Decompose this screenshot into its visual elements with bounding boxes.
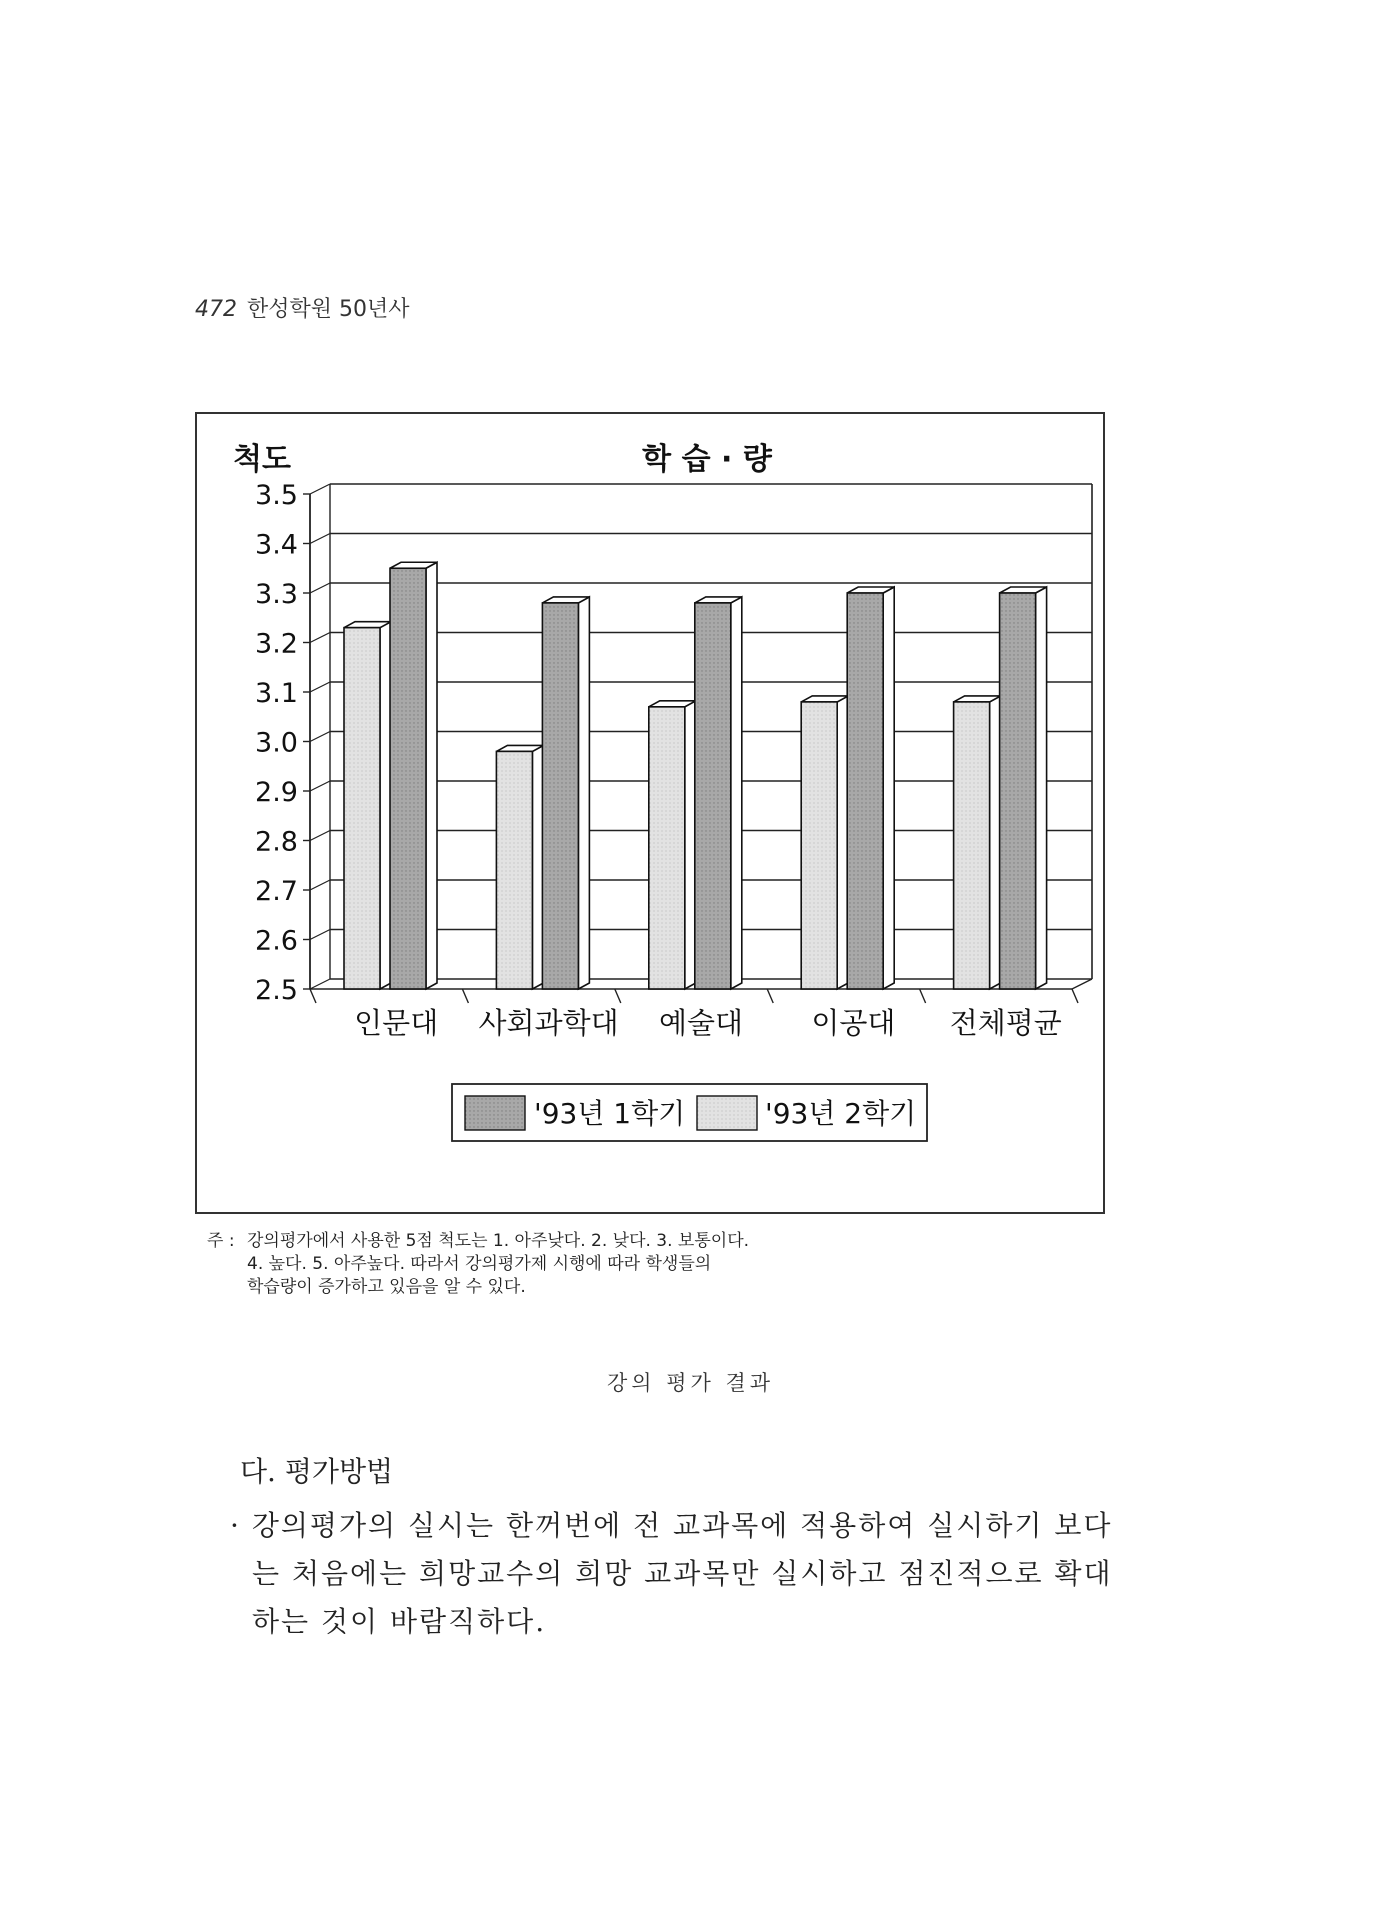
y-tick-label: 2.8: [255, 826, 298, 858]
note-line-1: 강의평가에서 사용한 5점 척도는 1. 아주낮다. 2. 낮다. 3. 보통이다.: [247, 1231, 750, 1251]
paragraph-text-1: 강의평가의 실시는 한꺼번에 전 교과목에 적용하여 실시하기 보다: [251, 1509, 1113, 1542]
legend-label-2: '93년 2학기: [765, 1097, 917, 1130]
page-number: 472: [195, 297, 237, 322]
bar-series2-2: [695, 597, 742, 989]
figure-caption: 강의 평가 결과: [606, 1371, 775, 1395]
paragraph-line-1: [230, 1502, 1113, 1550]
x-category-tick: [462, 989, 468, 1003]
bar-chart: [197, 414, 1103, 1212]
y-axis-label: 척도: [233, 442, 291, 477]
bar-series1-2: [649, 701, 696, 989]
x-category-tick: [615, 989, 621, 1003]
x-category-tick: [310, 989, 316, 1003]
grid-depth-line: [310, 534, 330, 544]
bar-front: [801, 702, 837, 989]
note-line-3: 학습량이 증가하고 있음을 알 수 있다.: [247, 1277, 526, 1297]
x-tick-label: 예술대: [658, 1006, 744, 1040]
x-category-tick: [767, 989, 773, 1003]
bar-front: [1000, 593, 1036, 989]
y-tick-label: 3.5: [255, 480, 298, 511]
bar-series1-3: [801, 696, 848, 989]
grid-depth-line: [310, 583, 330, 593]
paragraph-line-2: 는 처음에는 희망교수의 희망 교과목만 실시하고 점진적으로 확대: [252, 1557, 1113, 1590]
bar-front: [649, 707, 685, 989]
grid-depth-line: [310, 682, 330, 692]
book-title: 한성학원 50년사: [247, 297, 410, 322]
x-category-tick: [920, 989, 926, 1003]
x-tick-label: 인문대: [354, 1006, 439, 1040]
y-tick-label: 3.0: [255, 727, 298, 759]
bar-front: [496, 751, 532, 989]
legend-swatch-2: [697, 1096, 757, 1130]
chart-box: [195, 412, 1105, 1214]
bar-series2-0: [390, 562, 437, 989]
paragraph-line-3: 하는 것이 바람직하다.: [252, 1605, 547, 1638]
bar-series2-1: [542, 597, 589, 989]
legend-swatch-1: [465, 1096, 525, 1130]
bar-side: [1036, 587, 1047, 989]
grid-depth-line: [310, 930, 330, 940]
floor-right-edge: [1072, 979, 1092, 989]
x-tick-label: 이공대: [811, 1006, 896, 1040]
legend-label-1: '93년 1학기: [534, 1097, 686, 1130]
bar-series1-0: [344, 622, 391, 989]
bar-front: [695, 603, 731, 989]
section-heading: 다. 평가방법: [240, 1455, 394, 1488]
page-header: [195, 292, 410, 323]
bullet-paragraph: [230, 1502, 1113, 1646]
y-tick-label: 2.5: [255, 975, 298, 1006]
grid-depth-line: [310, 880, 330, 890]
grid-depth-line: [310, 633, 330, 643]
bar-front: [542, 603, 578, 989]
grid-depth-line: [310, 979, 330, 989]
y-tick-label: 3.3: [255, 579, 298, 610]
x-tick-label: 사회과학대: [478, 1006, 619, 1040]
grid-depth-line: [310, 732, 330, 742]
grid-depth-line: [310, 831, 330, 841]
x-tick-label: 전체평균: [949, 1006, 1062, 1040]
y-tick-label: 3.4: [255, 529, 298, 561]
bar-front: [390, 568, 426, 989]
bar-series1-1: [496, 745, 543, 989]
note-line-2: 4. 높다. 5. 아주높다. 따라서 강의평가제 시행에 따라 학생들의: [247, 1254, 712, 1274]
bar-side: [426, 562, 437, 989]
y-tick-label: 3.1: [255, 678, 298, 709]
bar-series1-4: [954, 696, 1001, 989]
y-tick-label: 2.7: [255, 876, 298, 907]
bar-front: [847, 593, 883, 989]
section: [240, 1450, 393, 1504]
bar-side: [731, 597, 742, 989]
chart-title: 학 습 · 량: [642, 442, 772, 477]
bar-series2-3: [847, 587, 894, 989]
grid-depth-line: [310, 781, 330, 791]
bar-side: [883, 587, 894, 989]
bullet-mark: ·: [230, 1509, 241, 1542]
note-label: 주 :: [207, 1231, 235, 1251]
bar-front: [954, 702, 990, 989]
chart-note: [207, 1230, 749, 1299]
y-tick-label: 2.6: [255, 925, 298, 957]
bar-series2-4: [1000, 587, 1047, 989]
bar-side: [578, 597, 589, 989]
x-category-tick: [1072, 989, 1078, 1003]
grid-depth-line: [310, 484, 330, 494]
y-tick-label: 3.2: [255, 628, 298, 660]
bar-front: [344, 628, 380, 989]
y-tick-label: 2.9: [255, 777, 298, 808]
